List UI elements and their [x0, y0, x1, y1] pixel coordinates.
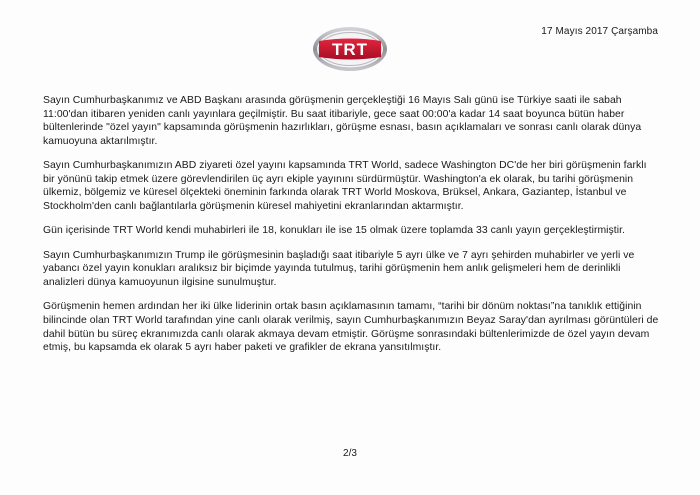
paragraph: Görüşmenin hemen ardından her iki ülke liderinin ortak basın açıklamasının tamamı, “tarihi bir dönüm noktası”na tanıklık ettiğinin bilincinde olan TRT World tarafından yine canlı olarak verilmiş, sayın Cumhurbaşkanımızın Beyaz Saray'dan ayrılması görüntüleri de dahil bütün bu süreç ekranımızda canlı olarak akmaya devam etmiştir. Görüşme sonrasındaki bültenlerimizde de özel yayın devam etmiş, bu kapsamda ek olarak 5 ayrı haber paketi ve grafikler de ekrana yansıtılmıştır.: [43, 301, 659, 354]
page-number: 2/3: [343, 448, 357, 459]
document-body: [43, 94, 661, 365]
document-date: 17 Mayıs 2017 Çarşamba: [541, 26, 658, 37]
trt-logo-graphic: [310, 24, 390, 74]
trt-logo-icon: [310, 24, 390, 74]
paragraph: Sayın Cumhurbaşkanımız ve ABD Başkanı arasında görüşmenin gerçekleştiği 16 Mayıs Salı günü ise Türkiye saati ile sabah 11:00'dan itibaren yeniden canlı yayınlara geçilmiştir. Bu saat itibariyle, gece saat 00:00'a kadar 14 saat boyunca bütün haber bültenlerinde "özel yayın" kapsamında görüşmenin hazırlıkları, görüşme esnası, basın açıklamaları ve sonrası canlı olarak dünya kamuoyuna aktarılmıştır.: [43, 95, 642, 147]
paragraph: Gün içerisinde TRT World kendi muhabirleri ile 18, konukları ile ise 15 olmak üzere toplamda 33 canlı yayın gerçekleştirmiştir.: [43, 225, 625, 237]
paragraph: Sayın Cumhurbaşkanımızın ABD ziyareti özel yayını kapsamında TRT World, sadece Washington DC'de her biri görüşmenin farklı bir yönünü takip etmek üzere görevlendirilen üç ayrı ekiple yayınını sürdürmüştür. Washington'a ek olarak, bu tarihi görüşmenin ülkemiz, bölgemiz ve küresel ölçekteki öneminin farkında olarak TRT World Moskova, Brüksel, Ankara, Gaziantep, İstanbul ve Stockholm'den canlı bağlantılarla görüşmenin küresel mahiyetini ekranlarından aktarmıştır.: [43, 160, 647, 212]
paragraph: Sayın Cumhurbaşkanımızın Trump ile görüşmesinin başladığı saat itibariyle 5 ayrı ülke ve 7 ayrı şehirden muhabirler ve yerli ve yabancı özel yayın konukları aralıksız bir biçimde yayında tutulmuş, tarihi görüşmenin hem anlık gelişmeleri hem de derinlikli analizleri dünya kamuoyunun ilgisine sunulmuştur.: [43, 249, 635, 288]
logo-text: TRT: [331, 40, 369, 59]
